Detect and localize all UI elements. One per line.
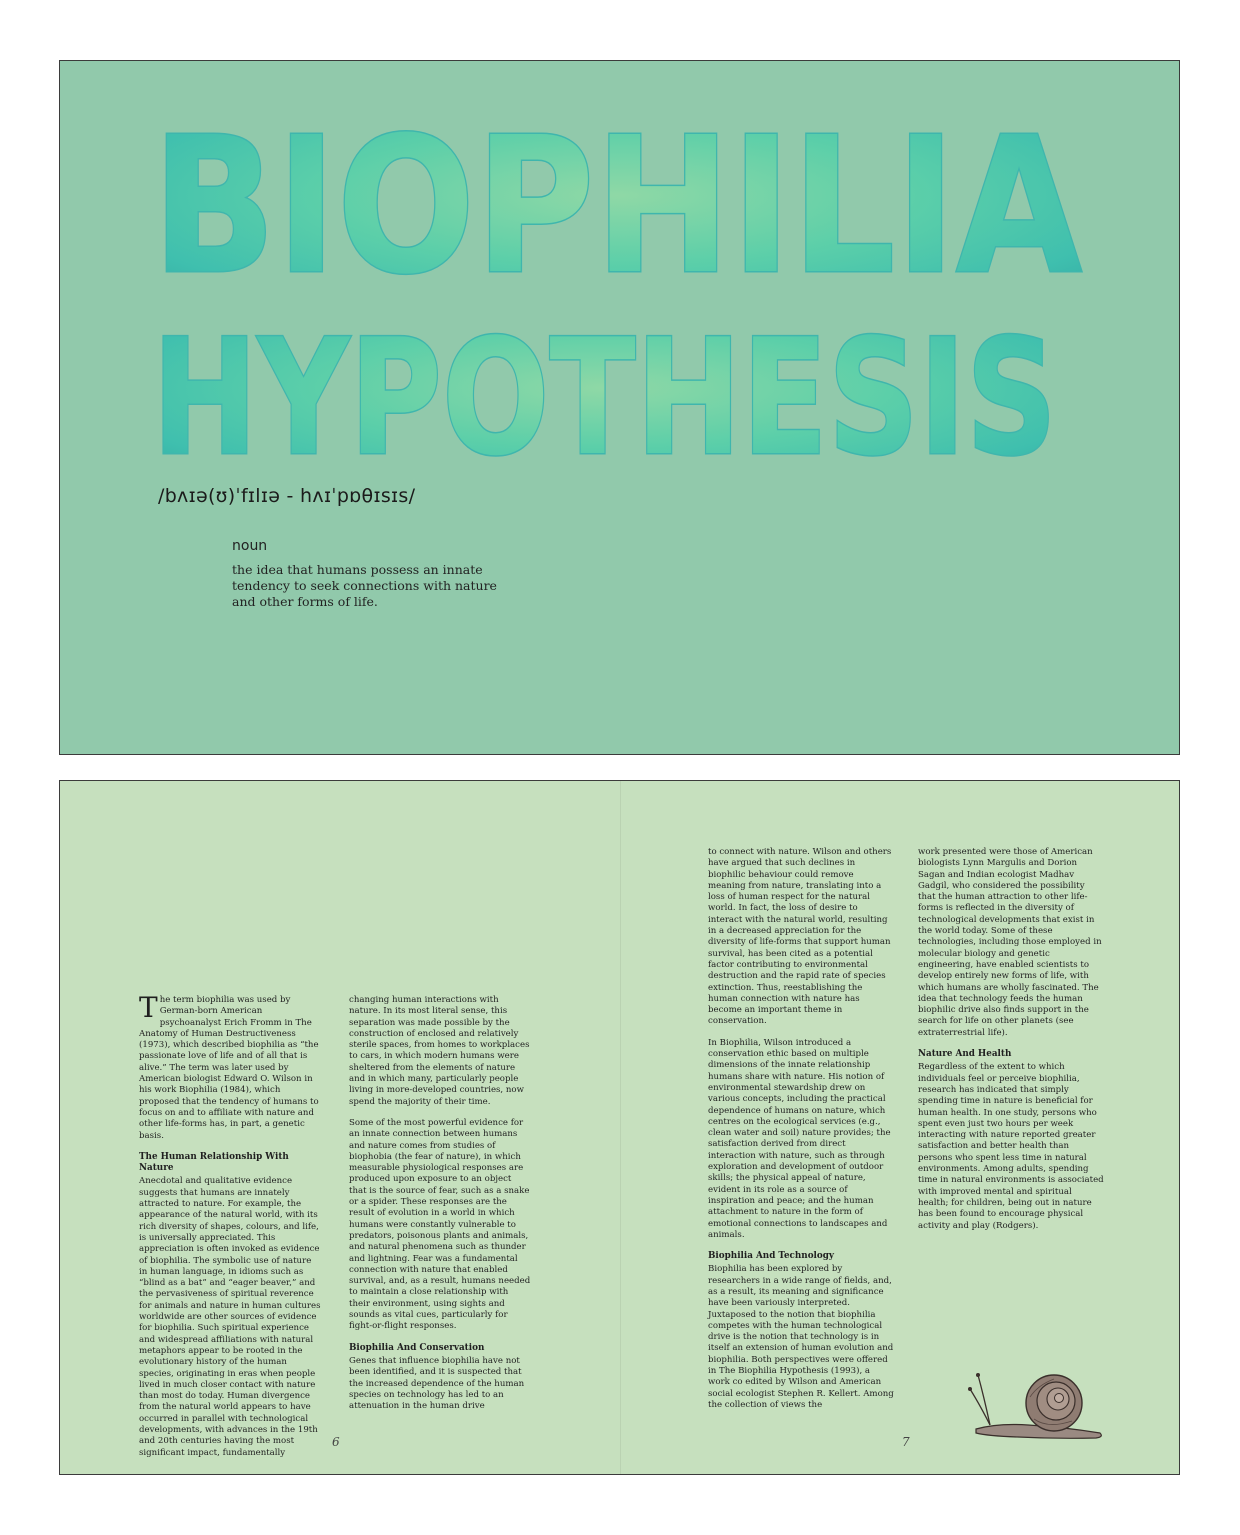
pronunciation: /bʌɪə(ʊ)ˈfɪlɪə - hʌɪˈpɒθɪsɪs/ <box>158 485 416 507</box>
body-paragraph: Some of the most powerful evidence for an innate connection between humans and nature comes from studies of biophobia (the fear of nature), in which measurable physiological responses are produced upon exposure to an object that is the source of fear, such as a snake or a spider. These responses are the result of evolution in a world in which humans were constantly vulnerable to predators, poisonous plants and animals, and natural phenomena such as thunder and lightning. Fear was a fundamental connection with nature that enabled survival, and, as a result, humans needed to maintain a close relationship with their environment, using sights and sounds as vital cues, particularly for fight-or-flight responses. <box>349 1117 531 1332</box>
section-heading: Biophilia And Conservation <box>349 1342 485 1353</box>
body-paragraph: Biophilia has been explored by researchers in a wide range of fields, and, as a result, its meaning and significance have been variously interpreted. Juxtaposed to the notion that biophilia competes with the human technological drive is the notion that technology is in itself an extension of human evolution and biophilia. Both perspectives were offered in The Biophilia Hypothesis (1993), a work co edited by Wilson and American social ecologist Stephen R. Kellert. Among the collection of views the <box>708 1264 894 1410</box>
title-line-2: HYPOTHESIS <box>152 304 1057 491</box>
page7-column-1 <box>708 847 894 1421</box>
body-paragraph: work presented were those of American biologists Lynn Margulis and Dorion Sagan and Indian ecologist Madhav Gadgil, who considered the possibility that the human attraction to other life-forms is reflected in the diversity of technological developments that exist in the world today. Some of these technologies, including those employed in molecular biology and genetic engineering, have enabled scientists to develop entirely new forms of life, with which humans are wholly fascinated. The idea that technology feeds the human biophilic drive also finds support in the search for life on other planets (see extraterrestrial life). <box>918 847 1102 1038</box>
page-number-7: 7 <box>902 1435 910 1449</box>
page-number-6: 6 <box>332 1435 340 1449</box>
intro-paragraph <box>139 991 321 1142</box>
gutter <box>620 781 621 1474</box>
body-paragraph: Genes that influence biophilia have not been identified, and it is suspected that the increased dependence of the human species on technology has led to an attenuation in the human drive <box>349 1355 525 1412</box>
snail-illustration <box>968 1367 1110 1445</box>
section-heading: The Human Relationship With Nature <box>139 1151 289 1174</box>
title-lettering <box>60 61 1181 531</box>
page6-column-2 <box>349 995 531 1422</box>
body-paragraph: Regardless of the extent to which individuals feel or perceive biophilia, research has indicated that simply spending time in nature is beneficial for human health. In one study, persons who spent even just two hours per week interacting with nature reported greater satisfaction and better health than persons who spent less time in natural environments. Among adults, spending time in natural environments is associated with improved mental and spiritual health; for children, being out in nature has been found to encourage physical activity and play (Rodgers). <box>918 1062 1104 1231</box>
section-heading: Biophilia And Technology <box>708 1251 835 1262</box>
title-line-1: BIOPHILIA <box>152 97 1082 316</box>
page6-column-1 <box>139 991 321 1469</box>
part-of-speech: noun <box>232 538 268 554</box>
title-spread <box>59 60 1180 755</box>
intro-text: he term biophilia was used by German-born American psychoanalyst Erich Fromm in The Anatomy of Human Destructiveness (1973), which described biophilia as “the passionate love of life and of all that is alive.” The term was later used by American biologist Edward O. Wilson in his work Biophilia (1984), which proposed that the tendency of humans to focus on and to affiliate with nature and other life-forms has, in part, a genetic basis. <box>139 995 319 1141</box>
drop-cap: T <box>139 991 158 1024</box>
body-paragraph: changing human interactions with nature. In its most literal sense, this separation was made possible by the construction of enclosed and relatively sterile spaces, from homes to workplaces to cars, in which modern humans were sheltered from the elements of nature and in which many, particularly people living in more-developed countries, now spend the majority of their time. <box>349 995 530 1107</box>
text-spread <box>59 780 1180 1475</box>
section-heading: Nature And Health <box>918 1049 1012 1060</box>
definition: the idea that humans possess an innate tendency to seek connections with nature and other forms of life. <box>232 562 497 609</box>
page7-column-2 <box>918 847 1104 1242</box>
body-paragraph: Anecdotal and qualitative evidence suggests that humans are innately attracted to nature. For example, the appearance of the natural world, with its rich diversity of shapes, colours, and life, is universally appreciated. This appreciation is often invoked as evidence of biophilia. The symbolic use of nature in human language, in idioms such as “blind as a bat” and “eager beaver,” and the pervasiveness of spiritual reverence for animals and nature in human cultures worldwide are other sources of evidence for biophilia. Such spiritual experience and widespread affiliations with natural metaphors appear to be rooted in the evolutionary history of the human species, originating in eras when people lived in much closer contact with nature than most do today. Human divergence from the natural world appears to have occurred in parallel with technological developments, with advances in the 19th and 20th centuries having the most significant impact, fundamentally <box>139 1176 321 1458</box>
body-paragraph: In Biophilia, Wilson introduced a conservation ethic based on multiple dimensions of the innate relationship humans share with nature. His notion of environmental stewardship drew on various concepts, including the practical dependence of humans on nature, which centres on the ecological services (e.g., clean water and soil) nature provides; the satisfaction derived from direct interaction with nature, such as through exploration and development of outdoor skills; the physical appeal of nature, evident in its role as a source of inspiration and peace; and the human attachment to nature in the form of emotional connections to landscapes and animals. <box>708 1037 891 1240</box>
body-paragraph: to connect with nature. Wilson and others have argued that such declines in biophilic behaviour could remove meaning from nature, translating into a loss of human respect for the natural world. In fact, the loss of desire to interact with the natural world, resulting in a decreased appreciation for the diversity of life-forms that support human survival, has been cited as a potential factor contributing to environmental destruction and the rapid rate of species extinction. Thus, reestablishing the human connection with nature has become an important theme in conservation. <box>708 847 892 1027</box>
